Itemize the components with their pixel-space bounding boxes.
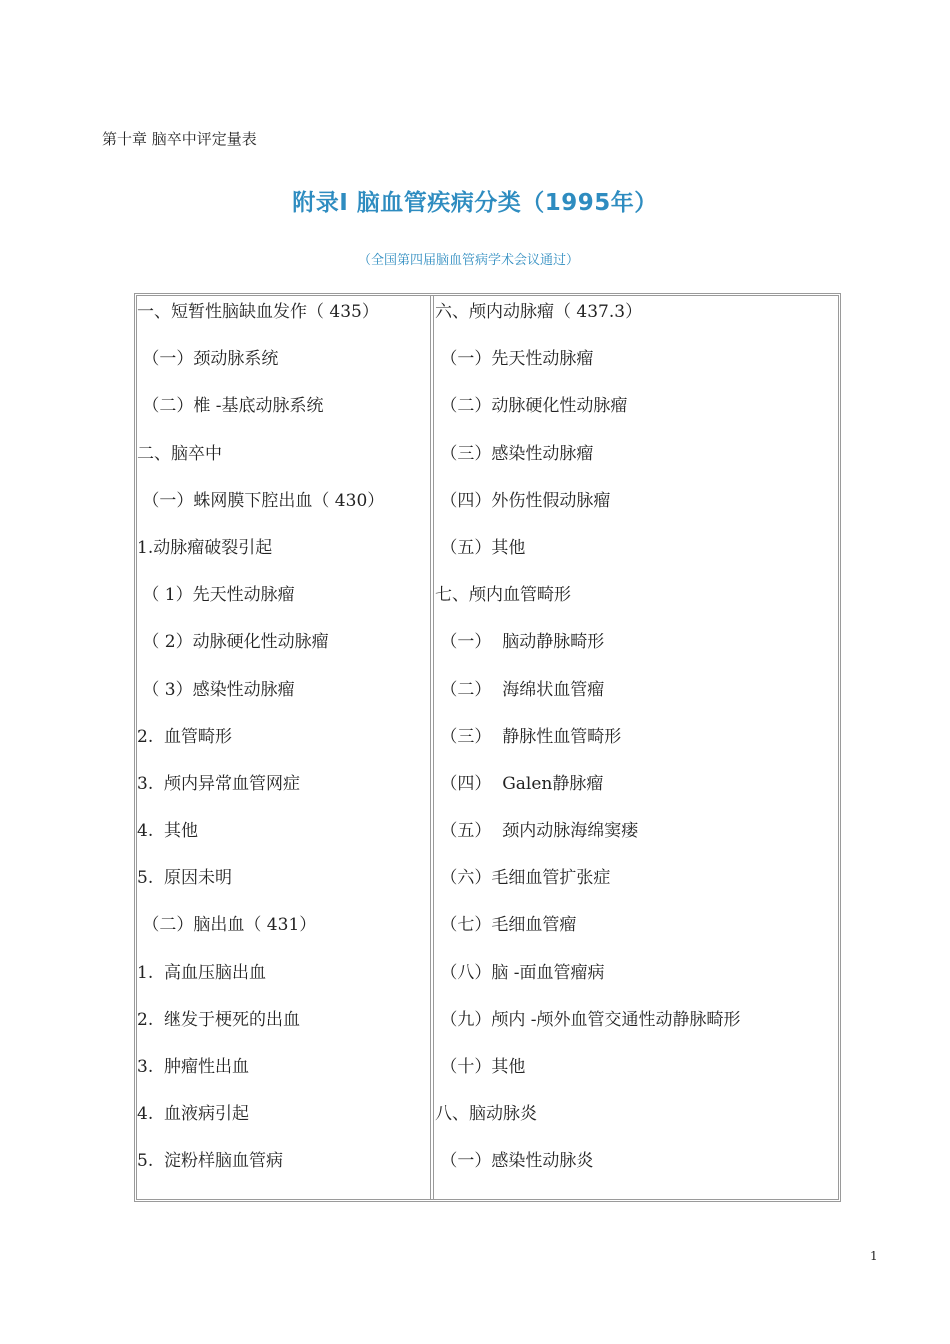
list-item: （一）先天性动脉瘤 [435, 349, 594, 370]
list-item: 2. 继发于梗死的出血 [137, 1009, 301, 1030]
classification-table [134, 293, 841, 1202]
list-item: （十）其他 [435, 1057, 526, 1077]
list-item: （一）蛛网膜下腔出血（ 430） [137, 490, 385, 511]
list-item: 3. 肿瘤性出血 [137, 1057, 250, 1077]
list-item: （一） 脑动静脉畸形 [435, 632, 605, 653]
list-item: 1.动脉瘤破裂引起 [137, 537, 273, 558]
list-item: （ 1）先天性动脉瘤 [137, 585, 295, 606]
list-item: 一、短暂性脑缺血发作（ 435） [137, 302, 379, 322]
list-item: （一）颈动脉系统 [137, 349, 279, 370]
list-item: （二） 海绵状血管瘤 [435, 679, 605, 700]
page-subtitle: （全国第四届脑血管病学术会议通过） [358, 253, 580, 268]
list-item: （二）动脉硬化性动脉瘤 [435, 396, 628, 417]
list-item: 4. 其他 [137, 821, 199, 842]
list-item: 六、颅内动脉瘤（ 437.3） [435, 302, 643, 322]
list-item: （五） 颈内动脉海绵窦瘘 [435, 821, 639, 842]
list-item: （三）感染性动脉瘤 [435, 443, 594, 464]
list-item: （ 2）动脉硬化性动脉瘤 [137, 632, 329, 653]
list-item: （ 3）感染性动脉瘤 [137, 679, 295, 700]
list-item: 1. 高血压脑出血 [137, 962, 267, 983]
list-item: （八）脑 -面血管瘤病 [435, 962, 605, 983]
page-number: 1 [870, 1249, 878, 1263]
list-item: （九）颅内 -颅外血管交通性动静脉畸形 [435, 1009, 741, 1030]
list-item: （二）椎 -基底动脉系统 [137, 396, 324, 417]
list-item: （四） Galen静脉瘤 [435, 773, 604, 794]
list-item: （六）毛细血管扩张症 [435, 868, 611, 889]
list-item: 八、脑动脉炎 [435, 1104, 537, 1125]
list-item: （二）脑出血（ 431） [137, 915, 317, 936]
chapter-header: 第十章 脑卒中评定量表 [102, 130, 257, 148]
list-item: 4. 血液病引起 [137, 1104, 250, 1125]
list-item: 七、颅内血管畸形 [435, 585, 571, 606]
left-column [137, 296, 427, 1193]
list-item: 二、脑卒中 [137, 443, 222, 464]
list-item: 5. 原因未明 [137, 868, 233, 889]
list-item: （四）外伤性假动脉瘤 [435, 490, 611, 511]
right-column [435, 296, 837, 1193]
list-item: （七）毛细血管瘤 [435, 915, 577, 936]
column-divider [430, 296, 434, 1199]
page-title: 附录Ⅰ 脑血管疾病分类（1995年） [292, 190, 658, 216]
list-item: 5. 淀粉样脑血管病 [137, 1151, 284, 1172]
list-item: （一）感染性动脉炎 [435, 1151, 594, 1172]
list-item: （三） 静脉性血管畸形 [435, 726, 622, 747]
list-item: 3. 颅内异常血管网症 [137, 773, 301, 794]
list-item: 2. 血管畸形 [137, 726, 233, 747]
list-item: （五）其他 [435, 537, 526, 558]
